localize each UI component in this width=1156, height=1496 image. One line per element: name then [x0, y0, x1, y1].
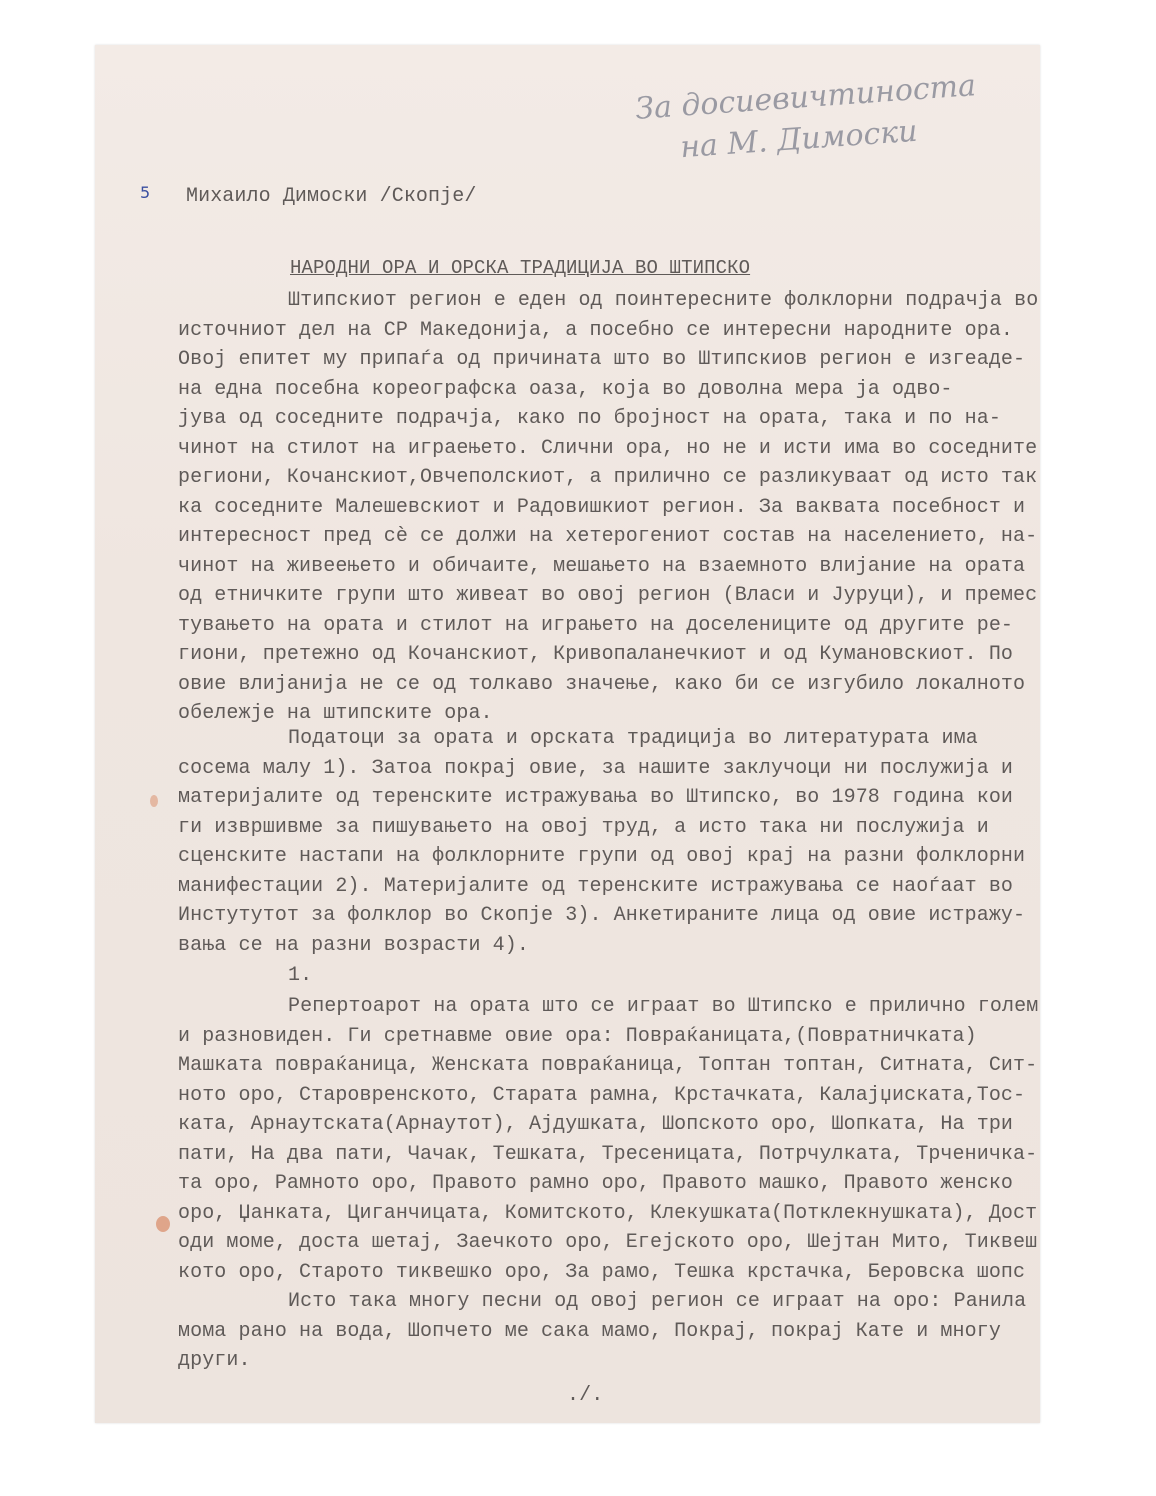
text-line: интересност пред сè се должи на хетерогениот состав на населението, на- — [178, 525, 1038, 548]
text-line: обележје на штипските ора. — [178, 702, 493, 725]
text-line: Штипскиот регион е еден од поинтересните фолклорни подрачја во — [288, 289, 1039, 312]
text-line: Податоци за ората и орската традиција во литературата има — [288, 727, 978, 750]
text-line: чинот на стилот на играењето. Слични ора, но не и исти има во соседните — [178, 436, 1038, 460]
page-mark: 5 — [140, 183, 151, 202]
text-line: Исто така многу песни од овој регион се играат на оро: Ранила — [288, 1290, 1027, 1313]
text-line: мома рано на вода, Шопчето ме сака мамо, Покрај, покрај Кате и многу — [178, 1319, 1001, 1343]
text-line: ги извршивме за пишувањето на овој труд, а исто така ни послужија и — [178, 815, 989, 839]
text-line: Машката повраќаница, Женската повраќаница, Топтан топтан, Ситната, Сит- — [178, 1054, 1038, 1077]
continuation-mark: ./. — [567, 1384, 604, 1407]
text-line: Овој епитет му припаѓа од причината што во Штипскиов регион е изгеаде- — [178, 348, 1026, 371]
text-line: манифестации 2). Материјалите од теренските истражувања се наоѓаат во — [178, 874, 1014, 898]
paragraph-2 — [178, 724, 1025, 960]
text-line: чинот на живеењето и обичаите, мешањето на взаемното влијание на ората — [178, 554, 1026, 578]
text-line: на една посебна кореографска оаза, која во доволна мера ја одво- — [178, 377, 953, 401]
text-line: ното оро, Старовренското, Старата рамна, Крстачката, Калајџиската,Тос- — [178, 1083, 1026, 1107]
section-number: 1. — [288, 964, 313, 987]
text-line: други. — [178, 1349, 251, 1372]
handwritten-note-line-1: За досиевичтиноста — [634, 68, 978, 127]
text-line: тувањето на ората и стилот на играњето на доселениците од другите ре- — [178, 613, 1014, 637]
text-line: источниот дел на СР Македонија, а посебно се интересни народните ора. — [178, 318, 1014, 342]
text-line: и разновиден. Ги сретнавме овие ора: Повраќаницата,(Повратничката) — [178, 1024, 977, 1048]
text-line: та оро, Рамното оро, Правото рамно оро, Правото машко, Правото женско — [178, 1172, 1014, 1195]
text-line: региони, Кочанскиот,Овчеполскиот, а прилично се разликуваат од исто так — [178, 466, 1038, 489]
paper-stain — [150, 795, 158, 807]
paragraph-3 — [178, 992, 1038, 1376]
text-line: гиони, претежно од Кочанскиот, Кривопаланечкиот и од Кумановскиот. По — [178, 643, 1014, 666]
text-line: Инстутутот за фолклор во Скопје 3). Анкетираните лица од овие истражу- — [178, 904, 1026, 927]
handwritten-note-line-2: на М. Димоски — [679, 113, 919, 166]
text-line: овие влијанија не се од толкаво значење, како би се изгубило локалното — [178, 672, 1026, 696]
text-line: ката, Арнаутската(Арнаутот), Ајдушката, Шопското оро, Шопката, На три — [178, 1113, 1014, 1136]
text-line: од етничките групи што живеат во овој регион (Власи и Јуруци), и премес — [178, 584, 1038, 607]
text-line: оро, Џанката, Циганчицата, Комитското, Клекушката(Потклекнушката), Дост — [178, 1201, 1038, 1225]
author-line: Михаило Димоски /Скопје/ — [186, 185, 477, 208]
paragraph-1 — [178, 286, 1038, 729]
text-line: вања се на разни возрасти 4). — [178, 933, 529, 957]
text-line: Репертоарот на ората што се играат во Штипско е прилично голем — [288, 995, 1039, 1018]
paper-stain — [156, 1216, 170, 1232]
text-line: материјалите од теренските истражувања во Штипско, во 1978 година кои — [178, 786, 1014, 809]
text-line: јува од соседните подрачја, како по бројност на ората, така и по на- — [178, 407, 1001, 430]
text-line: ка соседните Малешевскиот и Радовишкиот регион. За ваквата посебност и — [178, 495, 1026, 519]
text-line: сосема малу 1). Затоа покрај овие, за нашите заклучоци ни послужија и — [178, 756, 1014, 780]
text-line: оди моме, доста шетај, Заечкото оро, Егејското оро, Шејтан Мито, Тиквеш — [178, 1231, 1038, 1254]
text-line: сценските настапи на фолклорните групи од овој крај на разни фолклорни — [178, 845, 1026, 868]
text-line: пати, На два пати, Чачак, Тешката, Тресеницата, Потрчулката, Трченичка- — [178, 1142, 1038, 1166]
text-line: кото оро, Старото тиквешко оро, За рамо, Тешка крстачка, Беровска шопс — [178, 1260, 1026, 1284]
document-title: НАРОДНИ ОРА И ОРСКА ТРАДИЦИЈА ВО ШТИПСКО — [290, 257, 751, 279]
